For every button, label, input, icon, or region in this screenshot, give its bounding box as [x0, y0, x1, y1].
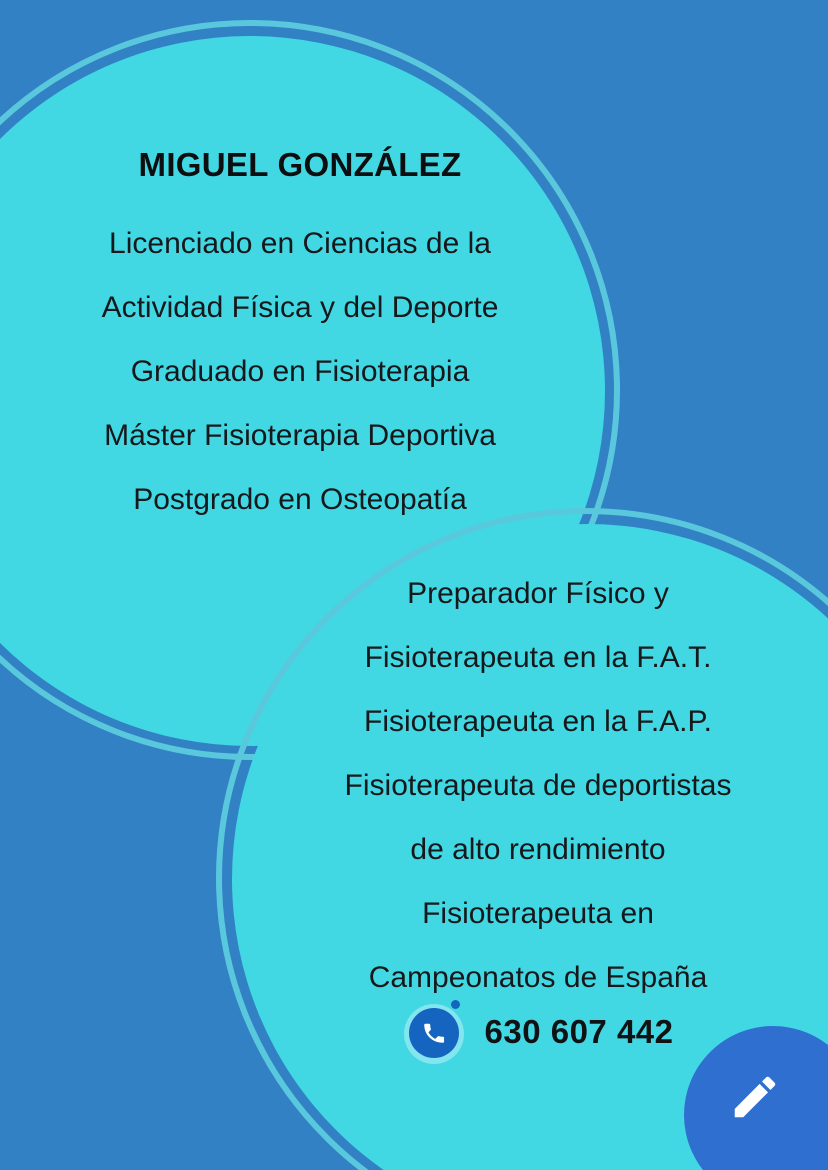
credential-line: Postgrado en Osteopatía [133, 483, 467, 516]
experience-line: Fisioterapeuta de deportistas [344, 769, 732, 802]
credential-line: Graduado en Fisioterapia [130, 355, 470, 388]
experience-line: Campeonatos de España [368, 961, 708, 994]
phone-number[interactable]: 630 607 442 [484, 1013, 674, 1050]
experience-line: Preparador Físico y [407, 577, 669, 610]
phone-icon [402, 1000, 466, 1064]
credential-line: Licenciado en Ciencias de la [109, 227, 491, 260]
credential-line: Máster Fisioterapia Deportiva [104, 419, 496, 452]
credential-line: Actividad Física y del Deporte [101, 291, 499, 324]
experience-line: Fisioterapeuta en [422, 897, 654, 930]
experience-block [248, 562, 828, 1010]
person-name: MIGUEL GONZÁLEZ [138, 146, 462, 183]
credentials-block [0, 146, 600, 532]
experience-line: de alto rendimiento [410, 833, 666, 866]
experience-line: Fisioterapeuta en la F.A.P. [364, 705, 712, 738]
phone-icon-dot [451, 1000, 460, 1009]
experience-line: Fisioterapeuta en la F.A.T. [364, 641, 712, 674]
compose-pencil-icon [728, 1070, 782, 1124]
